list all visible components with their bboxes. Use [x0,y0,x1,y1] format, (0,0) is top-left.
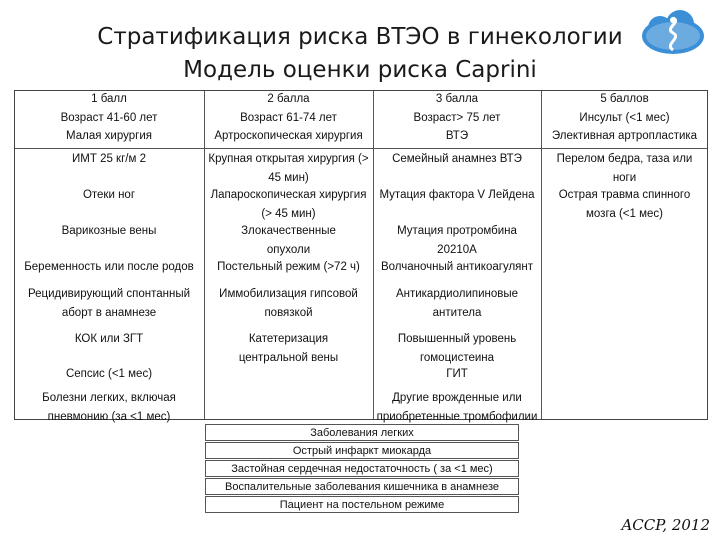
header-5-points: 5 баллов Инсульт (<1 мес) Элективная артропластика [551,93,698,142]
list-item: Острая травма спинного мозга (<1 мес) [558,189,691,220]
list-item: Волчаночный антикоагулянт [380,261,533,273]
list-item: Иммобилизация гипсовой повязкой [219,288,358,319]
slide-title: Стратификация риска ВТЭО в гинекологии [97,24,623,50]
list-item: КОК или ЗГТ [74,333,144,345]
extra-risk-row: Заболевания легких [205,424,519,441]
header-3-points: 3 балла Возраст> 75 лет ВТЭ [413,93,501,142]
list-item: Мутация фактора V Лейдена [379,189,535,201]
list-item: Постельный режим (>72 ч) [217,261,360,273]
list-item: Отеки ног [82,189,136,201]
list-item: Семейный анамнез ВТЭ [392,153,522,165]
list-item: ИМТ 25 кг/м 2 [72,153,146,165]
list-item: ГИТ [446,368,468,380]
list-item: Сепсис (<1 мес) [65,368,153,380]
list-item: Повышенный уровень гомоцистеина [397,333,517,364]
list-item: Лапароскопическая хирургия (> 45 мин) [210,189,367,220]
list-item: Перелом бедра, таза или ноги [556,153,693,184]
extra-risk-row: Пациент на постельном режиме [205,496,519,513]
list-item: Злокачественные опухоли [241,225,336,256]
list-item: Рецидивирующий спонтанный аборт в анамнезе [27,288,191,319]
slide-subtitle: Модель оценки риска Caprini [183,57,537,83]
reference-citation: ACCP, 2012 [621,516,710,534]
medical-cloud-logo-icon [638,8,708,58]
list-item: Другие врожденные или приобретенные тромбофилии [376,392,538,423]
list-item: Катетеризация центральной вены [238,333,339,364]
list-item: Мутация протромбина 20210A [397,225,517,256]
extra-risk-row: Воспалительные заболевания кишечника в анамнезе [205,478,519,495]
list-item: Беременность или после родов [24,261,194,273]
list-item: Антикардиолипиновые антитела [395,288,519,319]
list-item: Крупная открытая хирургия (> 45 мин) [208,153,369,184]
header-2-points: 2 балла Возраст 61-74 лет Артроскопическая хирургия [214,93,363,142]
extra-risk-row: Острый инфаркт миокарда [205,442,519,459]
extra-risk-row: Застойная сердечная недостаточность ( за <1 мес) [205,460,519,477]
list-item: Варикозные вены [61,225,157,237]
header-1-point: 1 балл Возраст 41-60 лет Малая хирургия [60,93,158,142]
list-item: Болезни легких, включая пневмонию (за <1 мес) [42,392,176,423]
